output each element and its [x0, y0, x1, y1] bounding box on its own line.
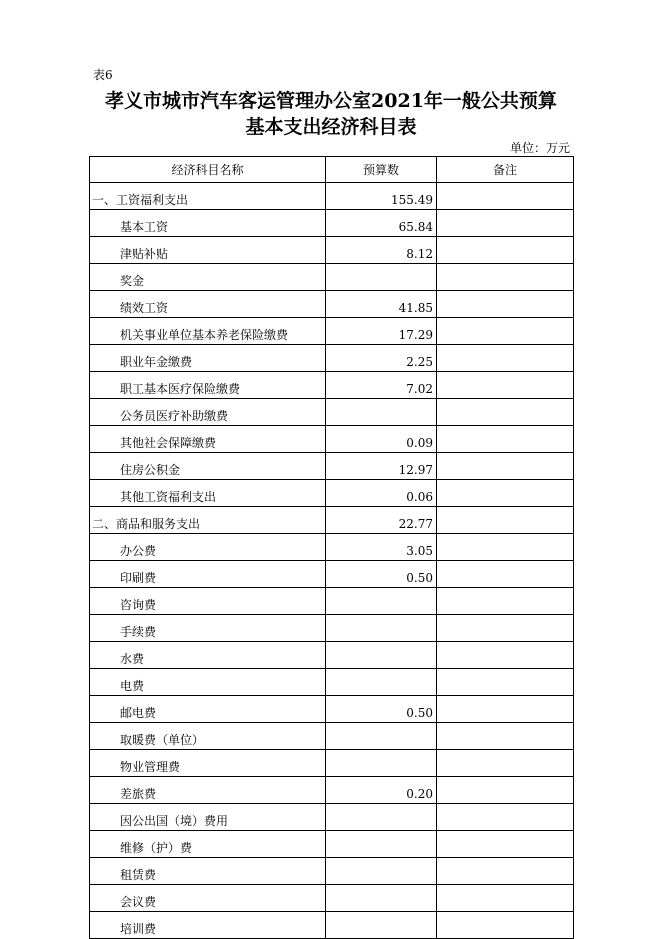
- item-name-cell: 其他工资福利支出: [90, 480, 326, 507]
- item-name-cell: 印刷费: [90, 561, 326, 588]
- category-name-cell: 二、商品和服务支出: [90, 507, 326, 534]
- table-row: [90, 534, 574, 561]
- amount-cell: 65.84: [326, 210, 437, 237]
- table-row: [90, 345, 574, 372]
- amount-cell: 8.12: [326, 237, 437, 264]
- table-row: [90, 480, 574, 507]
- table-row: [90, 885, 574, 912]
- item-name-cell: 会议费: [90, 885, 326, 912]
- note-cell: [437, 831, 574, 858]
- note-cell: [437, 615, 574, 642]
- table-row: [90, 237, 574, 264]
- amount-cell: [326, 615, 437, 642]
- table-number: 表6: [93, 68, 113, 82]
- item-name-cell: 差旅费: [90, 777, 326, 804]
- table-row: [90, 183, 574, 210]
- column-header-note: 备注: [437, 157, 574, 183]
- amount-cell: [326, 399, 437, 426]
- table-row: [90, 318, 574, 345]
- table-row: [90, 750, 574, 777]
- item-name-cell: 职工基本医疗保险缴费: [90, 372, 326, 399]
- note-cell: [437, 318, 574, 345]
- item-name-cell: 物业管理费: [90, 750, 326, 777]
- item-name-cell: 公务员医疗补助缴费: [90, 399, 326, 426]
- table-row: [90, 507, 574, 534]
- amount-cell: [326, 858, 437, 885]
- table-row: [90, 615, 574, 642]
- note-cell: [437, 372, 574, 399]
- amount-cell: 41.85: [326, 291, 437, 318]
- note-cell: [437, 885, 574, 912]
- amount-cell: 0.20: [326, 777, 437, 804]
- amount-cell: 17.29: [326, 318, 437, 345]
- note-cell: [437, 237, 574, 264]
- note-cell: [437, 345, 574, 372]
- amount-cell: 0.50: [326, 696, 437, 723]
- table-row: [90, 723, 574, 750]
- item-name-cell: 绩效工资: [90, 291, 326, 318]
- amount-cell: [326, 588, 437, 615]
- item-name-cell: 租赁费: [90, 858, 326, 885]
- table-row: [90, 804, 574, 831]
- note-cell: [437, 669, 574, 696]
- item-name-cell: 培训费: [90, 912, 326, 939]
- item-name-cell: 维修（护）费: [90, 831, 326, 858]
- table-row: [90, 264, 574, 291]
- item-name-cell: 因公出国（境）费用: [90, 804, 326, 831]
- amount-cell: [326, 723, 437, 750]
- note-cell: [437, 723, 574, 750]
- note-cell: [437, 561, 574, 588]
- amount-cell: 7.02: [326, 372, 437, 399]
- note-cell: [437, 399, 574, 426]
- item-name-cell: 机关事业单位基本养老保险缴费: [90, 318, 326, 345]
- table-row: [90, 642, 574, 669]
- table-row: [90, 696, 574, 723]
- amount-cell: [326, 912, 437, 939]
- table-row: [90, 426, 574, 453]
- note-cell: [437, 750, 574, 777]
- table-row: [90, 291, 574, 318]
- note-cell: [437, 777, 574, 804]
- table-row: [90, 561, 574, 588]
- table-row: [90, 372, 574, 399]
- amount-cell: 2.25: [326, 345, 437, 372]
- item-name-cell: 住房公积金: [90, 453, 326, 480]
- note-cell: [437, 453, 574, 480]
- note-cell: [437, 183, 574, 210]
- table-row: [90, 453, 574, 480]
- amount-cell: [326, 642, 437, 669]
- note-cell: [437, 507, 574, 534]
- item-name-cell: 咨询费: [90, 588, 326, 615]
- page-subtitle: 基本支出经济科目表: [245, 116, 417, 138]
- item-name-cell: 奖金: [90, 264, 326, 291]
- note-cell: [437, 210, 574, 237]
- note-cell: [437, 912, 574, 939]
- amount-cell: 0.06: [326, 480, 437, 507]
- note-cell: [437, 291, 574, 318]
- amount-cell: 155.49: [326, 183, 437, 210]
- table-row: [90, 588, 574, 615]
- table-row: [90, 858, 574, 885]
- amount-cell: [326, 831, 437, 858]
- amount-cell: [326, 804, 437, 831]
- note-cell: [437, 642, 574, 669]
- amount-cell: [326, 750, 437, 777]
- column-header-amount: 预算数: [326, 157, 437, 183]
- amount-cell: 12.97: [326, 453, 437, 480]
- amount-cell: 0.50: [326, 561, 437, 588]
- item-name-cell: 职业年金缴费: [90, 345, 326, 372]
- note-cell: [437, 588, 574, 615]
- table-row: [90, 210, 574, 237]
- budget-table: [89, 156, 574, 939]
- item-name-cell: 电费: [90, 669, 326, 696]
- item-name-cell: 其他社会保障缴费: [90, 426, 326, 453]
- table-header-row: [90, 157, 574, 183]
- note-cell: [437, 534, 574, 561]
- note-cell: [437, 804, 574, 831]
- page-title: 孝义市城市汽车客运管理办公室2021年一般公共预算: [105, 90, 557, 112]
- item-name-cell: 邮电费: [90, 696, 326, 723]
- unit-label: 单位：万元: [509, 141, 570, 155]
- note-cell: [437, 480, 574, 507]
- table-row: [90, 831, 574, 858]
- table-row: [90, 669, 574, 696]
- amount-cell: 22.77: [326, 507, 437, 534]
- item-name-cell: 水费: [90, 642, 326, 669]
- item-name-cell: 取暖费（单位）: [90, 723, 326, 750]
- amount-cell: [326, 669, 437, 696]
- amount-cell: 3.05: [326, 534, 437, 561]
- note-cell: [437, 426, 574, 453]
- table-body: [90, 183, 574, 939]
- item-name-cell: 办公费: [90, 534, 326, 561]
- table-row: [90, 399, 574, 426]
- note-cell: [437, 696, 574, 723]
- item-name-cell: 津贴补贴: [90, 237, 326, 264]
- item-name-cell: 基本工资: [90, 210, 326, 237]
- amount-cell: [326, 264, 437, 291]
- table-row: [90, 912, 574, 939]
- amount-cell: 0.09: [326, 426, 437, 453]
- category-name-cell: 一、工资福利支出: [90, 183, 326, 210]
- column-header-name: 经济科目名称: [90, 157, 326, 183]
- amount-cell: [326, 885, 437, 912]
- note-cell: [437, 858, 574, 885]
- item-name-cell: 手续费: [90, 615, 326, 642]
- note-cell: [437, 264, 574, 291]
- table-row: [90, 777, 574, 804]
